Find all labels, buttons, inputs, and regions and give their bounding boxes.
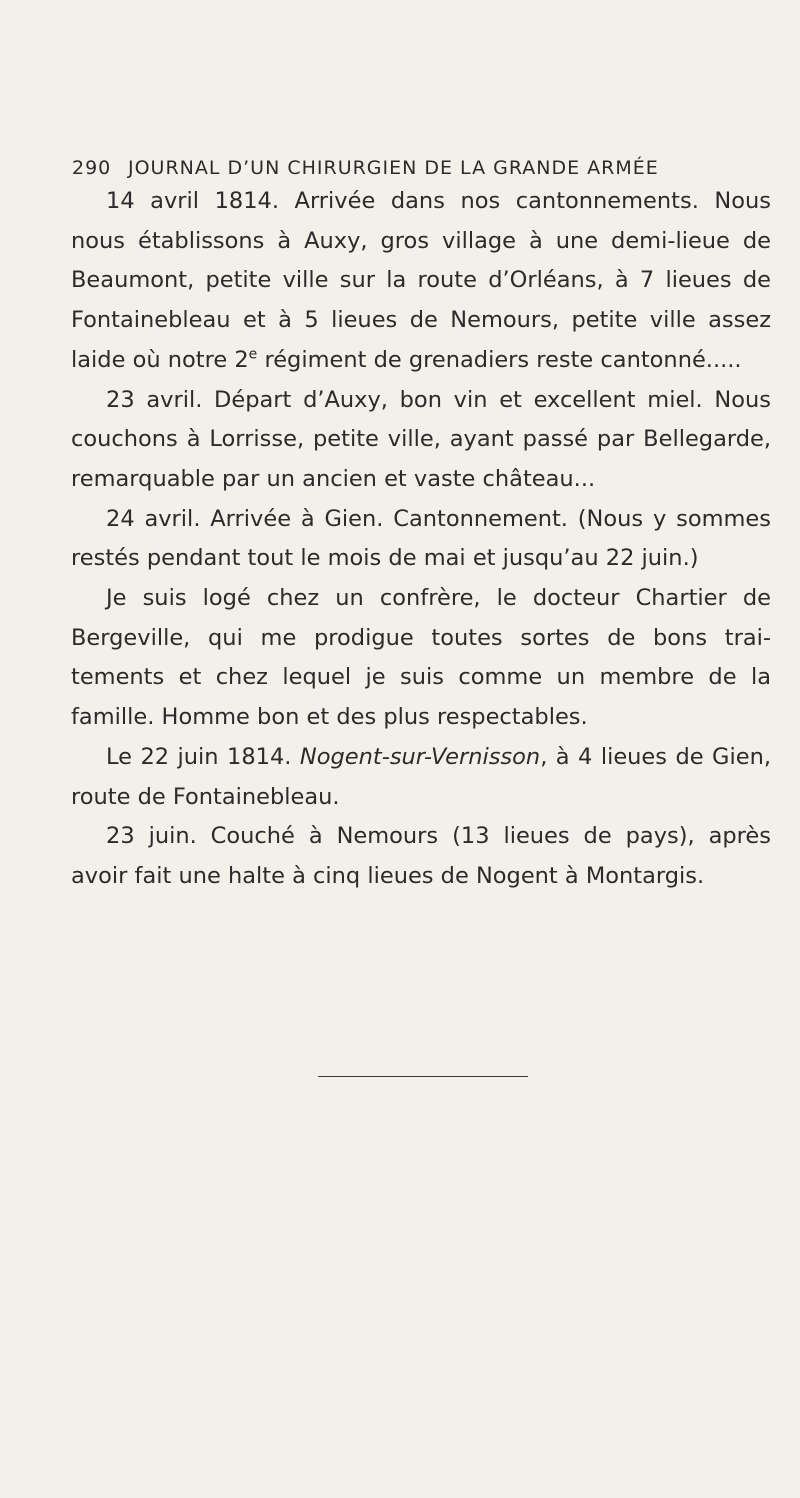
paragraph-april-14-text-end: régiment de grenadiers reste cantonné.....	[257, 346, 742, 373]
paragraph-april-24: 24 avril. Arrivée à Gien. Cantonnement. (Nous y sommes restés pendant tout le mois de mai et jusqu’au 22 juin.)	[71, 505, 771, 572]
body-text	[71, 182, 771, 897]
running-title: JOURNAL D’UN CHIRURGIEN DE LA GRANDE ARMÉE	[128, 157, 659, 179]
paragraph-june-22-text-end: , à 4 lieues de Gien, route de Fontainebleau.	[71, 743, 771, 810]
paragraph-april-23: 23 avril. Départ d’Auxy, bon vin et excellent miel. Nous couchons à Lorrisse, petite ville, ayant passé par Bellegarde, remarquable par un ancien et vaste château...	[71, 386, 771, 492]
paragraph-june-22	[71, 738, 771, 817]
paragraph-april-14	[71, 182, 771, 381]
superscript-e: e	[248, 346, 258, 363]
paragraph-lodging: Je suis logé chez un confrère, le docteur Chartier de Bergeville, qui me prodigue toutes sortes de bons traitements et chez lequel je suis comme un membre de la famille. Homme bon et des plus respectables.	[71, 585, 771, 731]
running-head	[72, 157, 772, 179]
place-name-italic: Nogent-sur-Vernisson	[299, 743, 541, 770]
paragraph-june-22-text: Le 22 juin 1814.	[106, 743, 300, 770]
page-number: 290	[72, 157, 112, 179]
footnote-divider	[318, 1076, 528, 1077]
paragraph-june-23: 23 juin. Couché à Nemours (13 lieues de pays), après avoir fait une halte à cinq lieues de Nogent à Montargis.	[71, 823, 771, 889]
paragraph-april-14-text: 14 avril 1814. Arrivée dans nos cantonnements. Nous nous établissons à Auxy, gros village à une demi-lieue de Beaumont, petite ville sur la route d’Orléans, à 7 lieues de Fontainebleau et à 5 lieues de Nemours, petite ville assez laide où notre 2	[71, 188, 771, 373]
